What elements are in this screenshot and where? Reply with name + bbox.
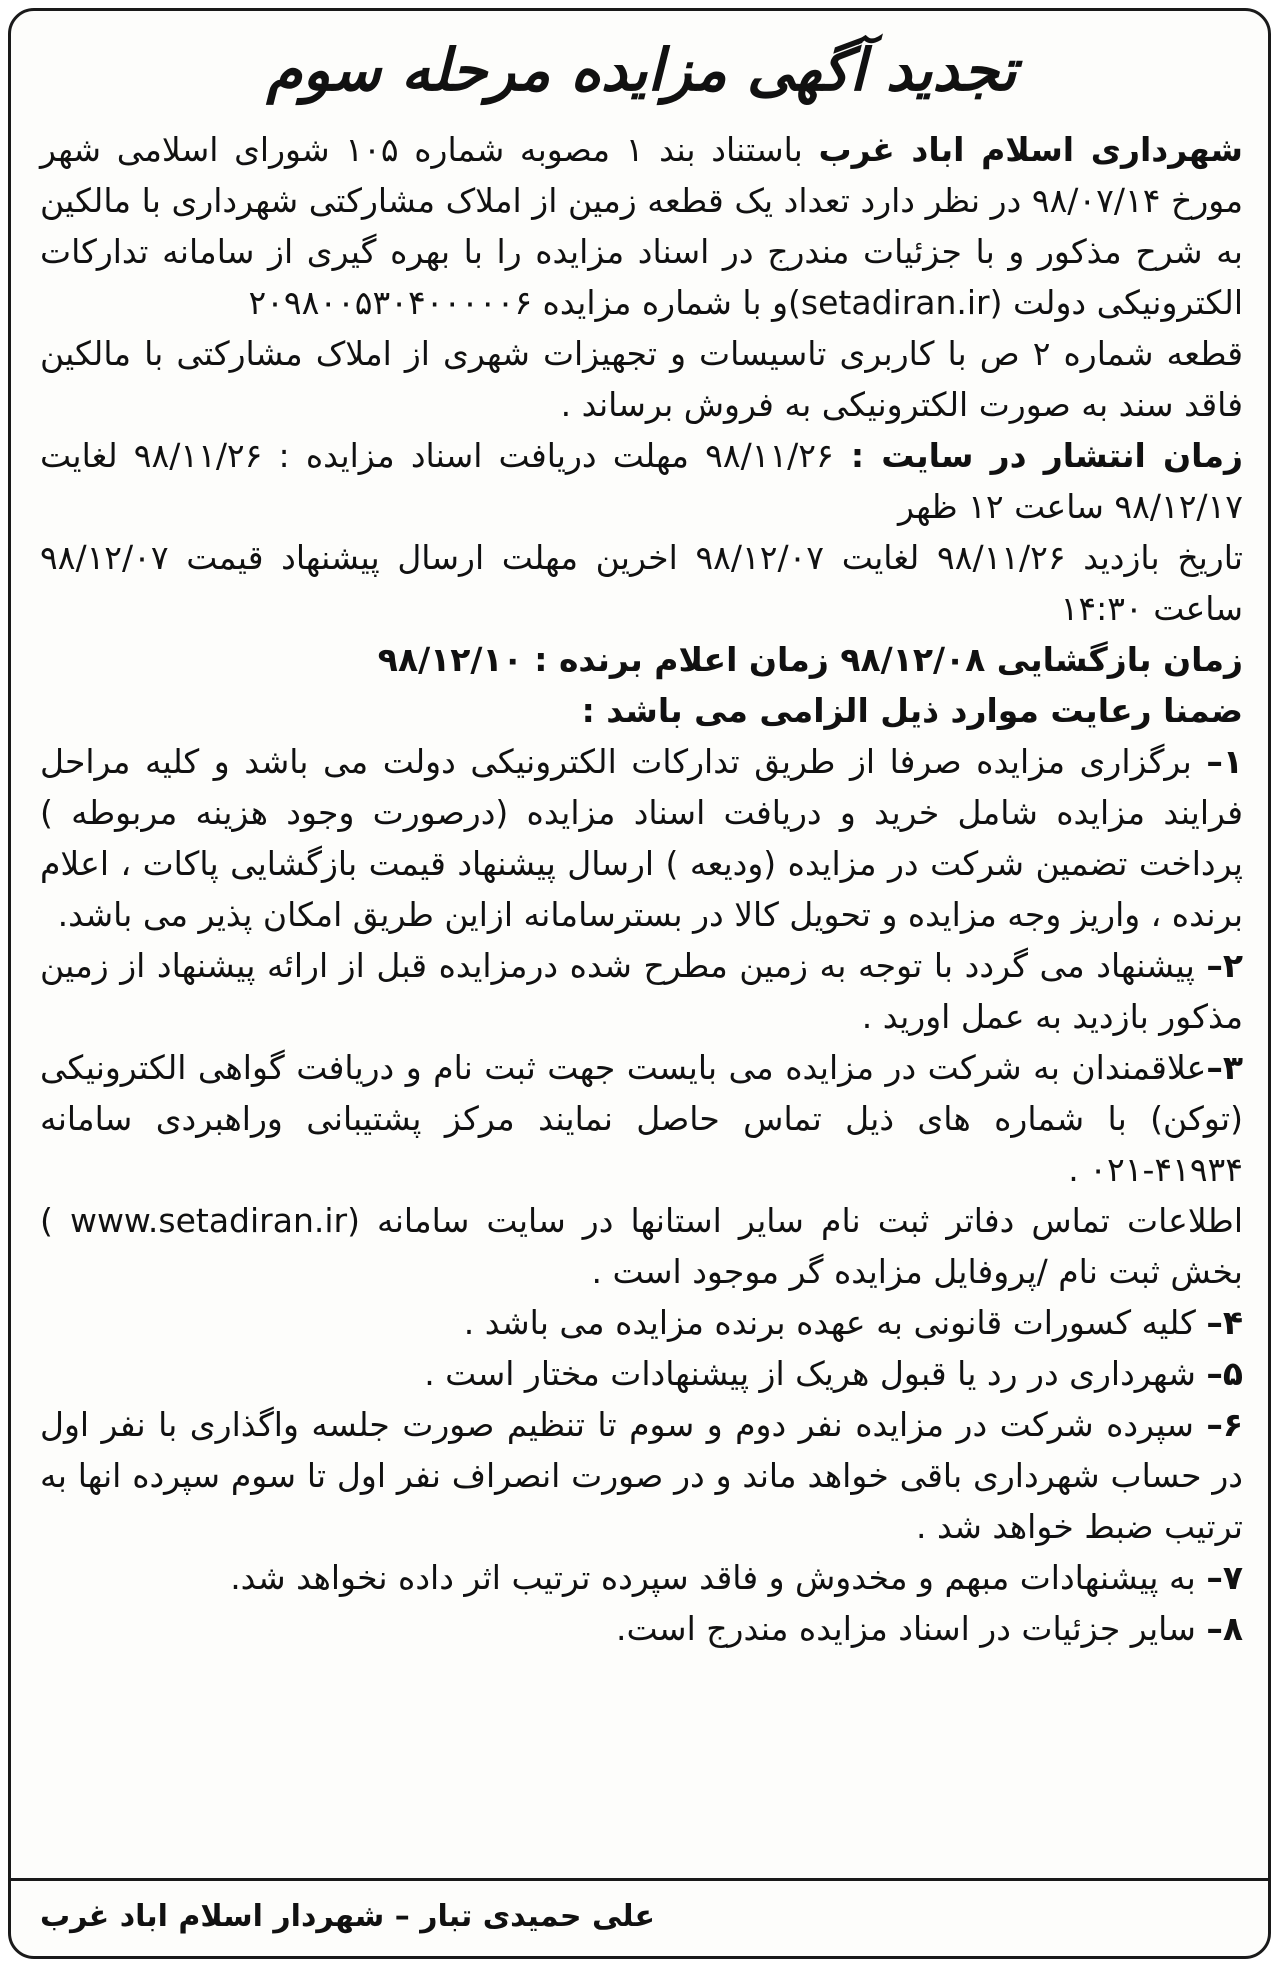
item-text: شهرداری در رد یا قبول هریک از پیشنهادات مختار است . — [424, 1354, 1207, 1393]
list-item — [40, 1348, 1243, 1399]
item-text: پیشنهاد می گردد با توجه به زمین مطرح شده درمزایده قبل از ارائه پیشنهاد از زمین مذکور بازدید به عمل اورید . — [40, 946, 1243, 1036]
item-text: برگزاری مزایده صرفا از طریق تدارکات الکترونیکی دولت می باشد و کلیه مراحل فرایند مزایده شامل خرید و دریافت اسناد مزایده (درصورت وجود هزینه مربوطه ) پرداخت تضمین شرکت در مزایده (ودیعه ) ارسال پیشنهاد قیمت بازگشایی پاکات ، اعلام برنده ، واریز وجه مزایده و تحویل کالا در بسترسامانه ازاین طریق امکان پذیر می باشد. — [40, 742, 1243, 934]
parcel-paragraph: قطعه شماره ۲ ص با کاربری تاسیسات و تجهیزات شهری از املاک مشارکتی با مالکین فاقد سند به صورت الکترونیکی به فروش برساند . — [40, 334, 1243, 424]
item-text: علاقمندان به شرکت در مزایده می بایست جهت ثبت نام و دریافت گواهی الکترونیکی (توکن) با شماره های ذیل تماس حاصل نمایند مرکز پشتیبانی وراهبردی سامانه ۴۱۹۳۴-۰۲۱ . — [40, 1048, 1243, 1189]
list-item — [40, 1297, 1243, 1348]
publish-label: زمان انتشار در سایت : — [833, 436, 1244, 475]
list-item — [40, 1042, 1243, 1195]
item-number: ۵– — [1206, 1354, 1243, 1393]
item-number: ۱– — [1206, 742, 1243, 781]
list-item — [40, 1603, 1243, 1654]
notice-body — [40, 124, 1243, 1654]
item-text: سایر جزئیات در اسناد مزایده مندرج است. — [616, 1609, 1207, 1648]
list-item — [40, 1552, 1243, 1603]
signature: علی حمیدی تبار – شهردار اسلام اباد غرب — [40, 1899, 656, 1934]
footer-divider — [8, 1878, 1271, 1881]
publish-text: ۹۸/۱۱/۲۶ مهلت دریافت اسناد مزایده : ۹۸/۱۱/۲۶ لغایت ۹۸/۱۲/۱۷ ساعت ۱۲ ظهر — [40, 436, 1243, 526]
list-item — [40, 736, 1243, 940]
item-number: ۴– — [1206, 1303, 1243, 1342]
notice-title: تجدید آگهی مزایده مرحله سوم — [266, 36, 1017, 104]
item-text: به پیشنهادات مبهم و مخدوش و فاقد سپرده ترتیب اثر داده نخواهد شد. — [230, 1558, 1207, 1597]
list-item — [40, 940, 1243, 1042]
opening-paragraph: زمان بازگشایی ۹۸/۱۲/۰۸ زمان اعلام برنده : ۹۸/۱۲/۱۰ — [377, 640, 1243, 679]
item-number: ۳– — [1206, 1048, 1243, 1087]
notes-heading: ضمنا رعایت موارد ذیل الزامی می باشد : — [581, 691, 1243, 730]
intro-text: باستناد بند ۱ مصوبه شماره ۱۰۵ شورای اسلامی شهر مورخ ۹۸/۰۷/۱۴ در نظر دارد تعداد یک قطعه زمین از املاک مشارکتی شهرداری با مالکین به شرح مذکور و با جزئیات مندرج در اسناد مزایده را با بهره گیری از سامانه تدارکات الکترونیکی دولت (setadiran.ir)و با شماره مزایده ۲۰۹۸۰۰۵۳۰۴۰۰۰۰۰۶ — [40, 130, 1244, 322]
item-text: اطلاعات تماس دفاتر ثبت نام سایر استانها در سایت سامانه (www.setadiran.ir ) بخش ثبت نام /پروفایل مزایده گر موجود است . — [40, 1201, 1243, 1291]
item-text: سپرده شرکت در مزایده نفر دوم و سوم تا تنظیم صورت جلسه واگذاری با نفر اول در حساب شهرداری باقی خواهد ماند و در صورت انصراف نفر اول تا سوم سپرده انها به ترتیب ضبط خواهد شد . — [40, 1405, 1243, 1546]
intro-paragraph — [40, 124, 1243, 328]
list-item — [40, 1399, 1243, 1552]
publish-paragraph — [40, 430, 1243, 532]
issuer-name: شهرداری اسلام اباد غرب — [818, 130, 1243, 169]
item-number: ۲– — [1206, 946, 1243, 985]
visit-paragraph: تاریخ بازدید ۹۸/۱۱/۲۶ لغایت ۹۸/۱۲/۰۷ اخرین مهلت ارسال پیشنهاد قیمت ۹۸/۱۲/۰۷ ساعت ۱۴:۳۰ — [40, 538, 1243, 628]
item-number: ۷– — [1206, 1558, 1243, 1597]
list-item — [40, 1195, 1243, 1297]
item-number: ۶– — [1206, 1405, 1243, 1444]
item-text: کلیه کسورات قانونی به عهده برنده مزایده می باشد . — [463, 1303, 1207, 1342]
item-number: ۸– — [1206, 1609, 1243, 1648]
